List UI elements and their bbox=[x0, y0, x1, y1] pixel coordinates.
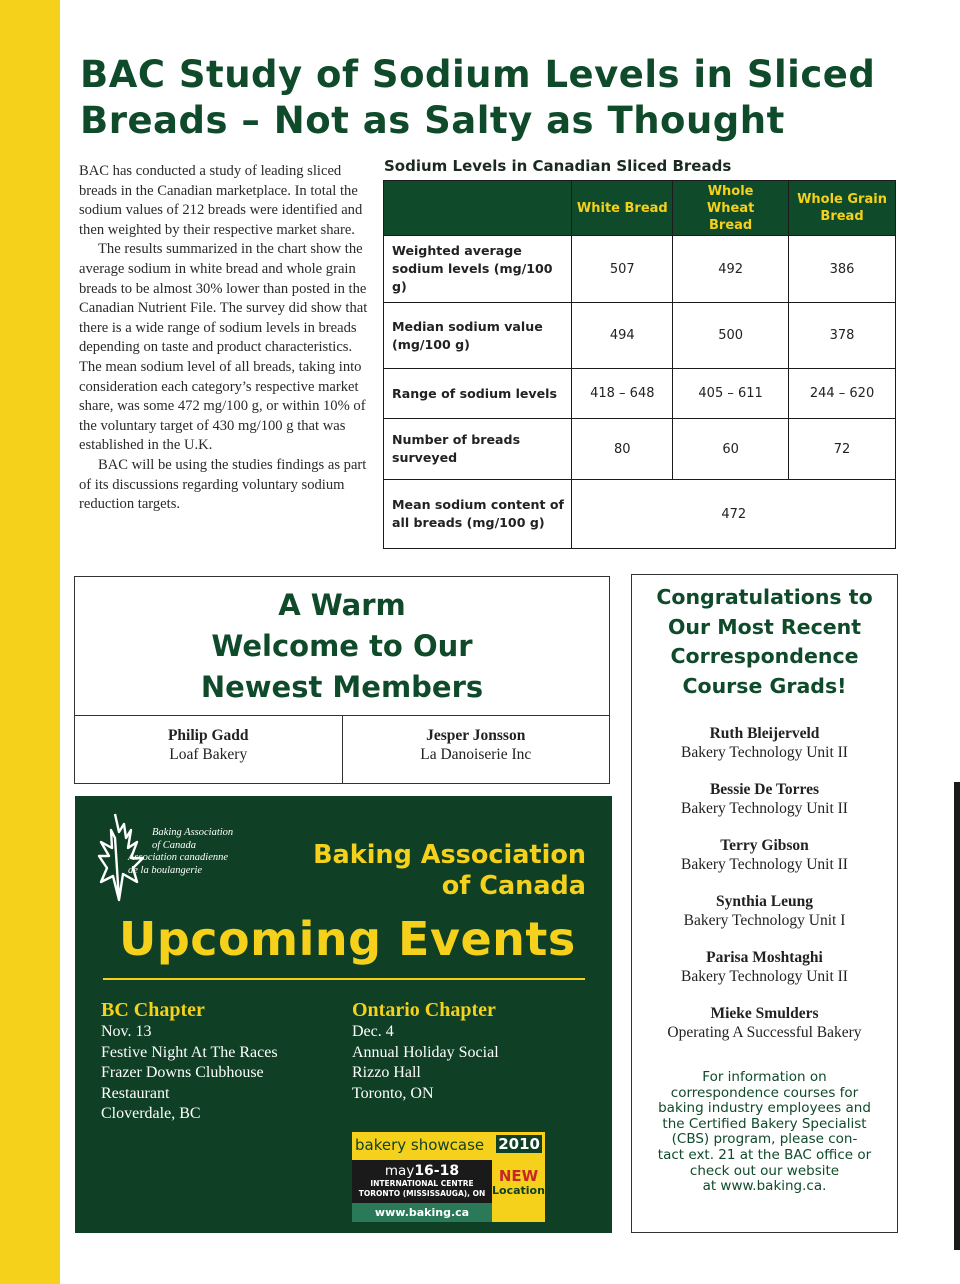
grads-box bbox=[631, 574, 898, 1233]
table-cell: 378 bbox=[789, 303, 896, 369]
article-title-line-2: Breads – Not as Salty as Thought bbox=[80, 99, 785, 142]
table-cell: 507 bbox=[572, 236, 673, 303]
event-line: Festive Night At The Races bbox=[101, 1043, 278, 1061]
article-body bbox=[79, 162, 371, 515]
info-line: baking industry employees and bbox=[658, 1100, 871, 1117]
row-label: Number of breads surveyed bbox=[384, 419, 572, 480]
welcome-title-line: Welcome to Our bbox=[211, 628, 473, 663]
list-item bbox=[632, 1004, 897, 1060]
event-line: Nov. 13 bbox=[101, 1023, 152, 1040]
showcase-year: 2010 bbox=[498, 1135, 540, 1153]
grads-list bbox=[632, 724, 897, 1060]
info-line: correspondence courses for bbox=[670, 1084, 859, 1101]
grads-title bbox=[632, 583, 897, 701]
showcase-dates: may16-18 bbox=[384, 1163, 460, 1179]
row-label: Range of sodium levels bbox=[384, 369, 572, 419]
table-header-empty bbox=[384, 181, 572, 236]
welcome-title-line: Newest Members bbox=[200, 669, 484, 704]
grad-name: Bessie De Torres bbox=[709, 781, 820, 798]
members-list bbox=[75, 716, 609, 784]
logo-line: of Canada bbox=[152, 839, 197, 851]
logo-line: Baking Association bbox=[152, 827, 234, 838]
chapter-ontario bbox=[352, 998, 499, 1104]
info-line: For information on bbox=[702, 1069, 827, 1085]
table-cell: 72 bbox=[789, 419, 896, 480]
list-item bbox=[632, 836, 897, 892]
grad-course: Operating A Successful Bakery bbox=[667, 1024, 862, 1041]
chapter-name: BC Chapter bbox=[101, 999, 205, 1021]
chapter-name: Ontario Chapter bbox=[352, 999, 496, 1021]
showcase-title: bakery showcase bbox=[355, 1136, 485, 1154]
organization-name bbox=[313, 840, 586, 902]
grad-course: Bakery Technology Unit II bbox=[681, 856, 848, 873]
info-line: at www.baking.ca. bbox=[702, 1178, 827, 1195]
info-line: (CBS) program, please con- bbox=[671, 1131, 858, 1148]
list-item bbox=[632, 948, 897, 1004]
table-header-row bbox=[384, 181, 896, 236]
logo-wordmark bbox=[128, 827, 234, 877]
grad-name: Mieke Smulders bbox=[710, 1005, 819, 1022]
welcome-box bbox=[74, 576, 610, 784]
grads-title-line: Congratulations to bbox=[656, 585, 873, 609]
grad-name: Ruth Bleijerveld bbox=[709, 725, 820, 742]
table-cell: 494 bbox=[572, 303, 673, 369]
grads-title-line: Course Grads! bbox=[682, 673, 847, 698]
upcoming-events-panel bbox=[75, 796, 612, 1233]
grads-title-line: Correspondence bbox=[670, 644, 859, 668]
table-cell: 60 bbox=[673, 419, 789, 480]
page-edge-tab bbox=[954, 782, 960, 1250]
member-card bbox=[342, 716, 610, 784]
table-row bbox=[384, 369, 896, 419]
grad-name: Parisa Moshtaghi bbox=[706, 949, 823, 966]
welcome-title bbox=[75, 577, 609, 716]
grads-title-line: Our Most Recent bbox=[667, 614, 862, 639]
org-line: of Canada bbox=[441, 871, 586, 901]
grad-course: Bakery Technology Unit II bbox=[681, 800, 848, 817]
grad-course: Bakery Technology Unit II bbox=[681, 968, 848, 985]
table-row bbox=[384, 236, 896, 303]
event-line: Restaurant bbox=[101, 1084, 170, 1102]
welcome-title-line: A Warm bbox=[278, 587, 406, 622]
grad-course: Bakery Technology Unit I bbox=[683, 912, 846, 929]
table-cell: 405 – 611 bbox=[673, 369, 789, 419]
event-line: Annual Holiday Social bbox=[352, 1043, 499, 1061]
bakery-showcase-badge bbox=[352, 1132, 550, 1222]
mean-value-cell: 472 bbox=[572, 480, 896, 549]
article-paragraph: The results summarized in the chart show the average sodium in white bread and whole grain breads to be almost 30% lower than posted in the Canadian Nutrient File. The survey did show that there is a wide range of sodium levels in breads depending on taste and product characteristics. The mean sodium level of all breads, taking into consideration each category’s respective market share, was some 472 mg/100 g, or within 10% of the voluntary target of 430 mg/100 g that was established in the U.K. bbox=[79, 241, 368, 454]
table-cell: 244 – 620 bbox=[789, 369, 896, 419]
event-line: Dec. 4 bbox=[352, 1023, 394, 1040]
table-cell: 500 bbox=[673, 303, 789, 369]
new-location-badge bbox=[492, 1160, 550, 1222]
info-line: check out our website bbox=[689, 1162, 840, 1179]
list-item bbox=[632, 724, 897, 780]
location-label: Location! bbox=[492, 1184, 550, 1197]
divider bbox=[103, 978, 585, 980]
member-company: Loaf Bakery bbox=[169, 746, 248, 763]
column-header: Whole Wheat Bread bbox=[673, 181, 789, 236]
member-card bbox=[75, 716, 342, 784]
upcoming-events-title: Upcoming Events bbox=[119, 912, 576, 966]
column-header: Whole Grain Bread bbox=[789, 181, 896, 236]
member-company: La Danoiserie Inc bbox=[420, 746, 532, 763]
info-line: the Certified Bakery Specialist bbox=[662, 1115, 867, 1132]
table-cell: 386 bbox=[789, 236, 896, 303]
member-name: Philip Gadd bbox=[167, 727, 249, 744]
table-cell: 492 bbox=[673, 236, 789, 303]
showcase-details bbox=[352, 1160, 492, 1203]
column-header: White Bread bbox=[572, 181, 673, 236]
yellow-side-bar bbox=[0, 0, 60, 1284]
table-title: Sodium Levels in Canadian Sliced Breads bbox=[384, 157, 732, 175]
row-label: Median sodium value (mg/100 g) bbox=[384, 303, 572, 369]
logo-line: Association canadienne bbox=[128, 852, 229, 864]
grad-name: Synthia Leung bbox=[716, 893, 813, 910]
new-label: NEW bbox=[498, 1167, 539, 1185]
showcase-venue-line: TORONTO (MISSISSAUGA), ON bbox=[358, 1188, 486, 1198]
sodium-table bbox=[383, 180, 896, 549]
showcase-header bbox=[352, 1132, 545, 1160]
grad-course: Bakery Technology Unit II bbox=[681, 744, 848, 761]
info-line: tact ext. 21 at the BAC office or bbox=[657, 1146, 872, 1163]
chapter-bc bbox=[101, 998, 278, 1125]
table-cell: 418 – 648 bbox=[572, 369, 673, 419]
member-name: Jesper Jonsson bbox=[426, 727, 526, 744]
grad-name: Terry Gibson bbox=[720, 837, 809, 854]
showcase-venue-line: INTERNATIONAL CENTRE bbox=[370, 1179, 474, 1188]
article-paragraph: BAC will be using the studies findings as part of its discussions regarding voluntary sodium reduction targets. bbox=[79, 456, 367, 513]
list-item bbox=[632, 780, 897, 836]
table-cell: 80 bbox=[572, 419, 673, 480]
table-row-mean bbox=[384, 480, 896, 549]
list-item bbox=[632, 892, 897, 948]
article-paragraph: BAC has conducted a study of leading sliced breads in the Canadian marketplace. In total the sodium values of 212 breads were identified and then weighted by their respective market share. bbox=[79, 163, 363, 238]
table-row bbox=[384, 303, 896, 369]
event-line: Frazer Downs Clubhouse bbox=[101, 1064, 264, 1082]
event-line: Toronto, ON bbox=[352, 1084, 434, 1102]
showcase-url: www.baking.ca bbox=[352, 1203, 492, 1222]
event-line: Rizzo Hall bbox=[352, 1064, 421, 1082]
article-title-line-1: BAC Study of Sodium Levels in Sliced bbox=[80, 53, 876, 96]
row-label: Weighted average sodium levels (mg/100 g) bbox=[384, 236, 572, 303]
course-info-text bbox=[632, 1070, 897, 1195]
logo-line: de la boulangerie bbox=[128, 864, 203, 876]
article-title bbox=[80, 52, 940, 144]
table-row bbox=[384, 419, 896, 480]
row-label: Mean sodium content of all breads (mg/100 g) bbox=[384, 480, 572, 549]
event-line: Cloverdale, BC bbox=[101, 1105, 201, 1123]
org-line: Baking Association bbox=[313, 840, 586, 870]
